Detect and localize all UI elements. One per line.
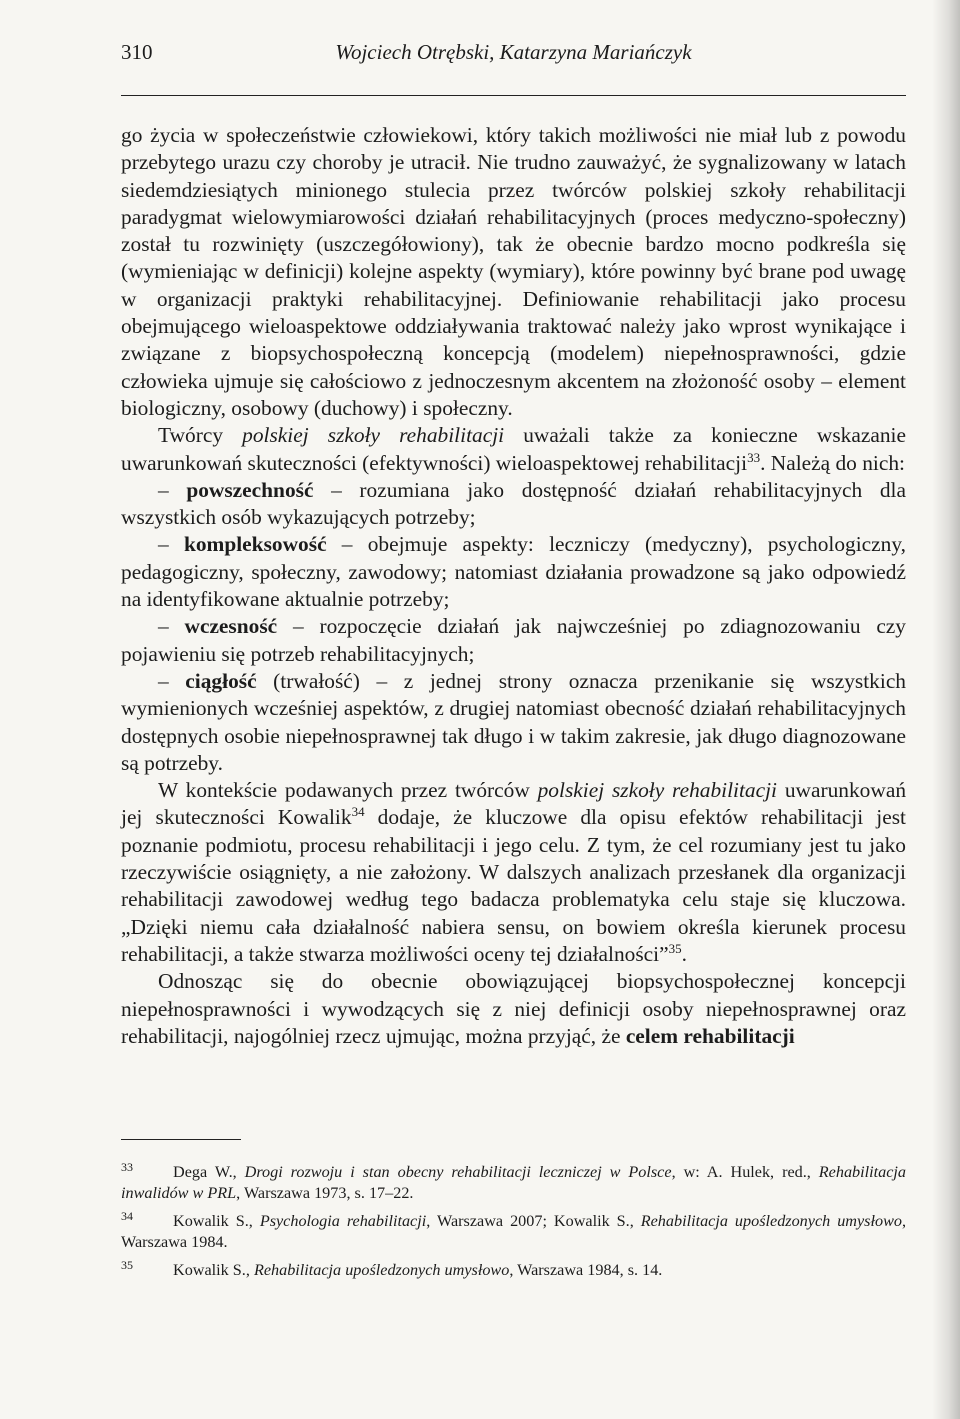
text-run: – <box>158 477 187 502</box>
text-run: – obejmuje aspekty: leczniczy (medyczny), psychologiczny, pedagogiczny, społeczny, zawodowy; natomiast działania prowadzone są jako odpowiedź na identyfikowane aktualnie potrzeby; <box>121 532 907 612</box>
bold-term: powszechność <box>186 477 314 502</box>
page-number: 310 <box>121 40 153 64</box>
paragraph <box>121 777 906 968</box>
text-run: Twórcy <box>158 423 243 448</box>
bold-term: wczesność <box>184 614 278 639</box>
bold-term: kompleksowość <box>183 532 327 557</box>
text-run: Kowalik S., <box>173 1261 254 1280</box>
footnote-number: 34 <box>121 1209 133 1224</box>
italic-text: Rehabilitacja upośledzonych umysłowo <box>253 1261 510 1280</box>
italic-text: polskiej szkoły rehabilitacji <box>537 778 778 803</box>
text-run: go życia w społeczeństwie człowiekowi, który takich możliwości nie miał lub z powodu przebytego urazu czy choroby je utracił. Nie trudno zauważyć, że sygnalizowany w latach siedemdziesiątych minionego stulecia przez twórców polskiej szkoły rehabilitacji paradygmat wielowymiarowości działań rehabilitacyjnych (proces medyczno-społeczny) został tu rozwinięty (uszczegółowiony), tak że obecnie bardzo mocno podkreśla się (wymieniając w definicji) kolejne aspekty (wymiary), które powinny być brane pod uwagę w organizacji praktyki rehabilitacyjnej. Definiowanie rehabilitacji jako procesu obejmującego wieloaspektowe oddziaływania traktować należy jako wprost wynikające i związane z biopsychospołeczną koncepcją (modelem) niepełnosprawności, gdzie człowieka ujmuje się całościowo z jednoczesnym akcentem na złożoność osoby – element biologiczny, osobowy (duchowy) i społeczny. <box>121 123 906 420</box>
text-run: . <box>681 941 687 966</box>
footnote <box>121 1255 906 1281</box>
footnote-separator <box>121 1139 241 1140</box>
bold-term: ciągłość <box>185 668 257 693</box>
italic-text: Rehabilitacja upośledzonych umysłowo <box>640 1212 902 1231</box>
italic-text: Drogi rozwoju i stan obecny rehabilitacji leczniczej w Polsce <box>244 1163 672 1181</box>
paragraph <box>121 122 906 422</box>
text-run: , w: A. Hulek, red., <box>671 1163 819 1181</box>
text-run: (trwałość) – z jednej strony oznacza przenikanie się wszystkich wymienionych wcześniej aspektów, z drugiej natomiast obecność działań rehabilitacyjnych dostępnych osobie niepełnosprawnej tak długo i w takim zakresie, jak długo diagnozowane są potrzeby. <box>121 668 907 775</box>
header-rule <box>121 95 906 96</box>
footnote-number: 33 <box>121 1160 133 1174</box>
paragraph <box>121 668 906 777</box>
paragraph <box>121 531 906 613</box>
text-run: . Należą do nich: <box>760 450 905 475</box>
bold-term: celem rehabilitacji <box>625 1023 795 1048</box>
text-run: , Warszawa 1973, s. 17–22. <box>236 1183 414 1202</box>
footnotes <box>121 1157 906 1284</box>
italic-text: Rehabilitacja inwalidów w PRL <box>121 1163 906 1202</box>
text-run: uwarunkowań jej skuteczności Kowalik <box>121 778 907 830</box>
text-run: uważali także za konieczne wskazanie uwarunkowań skuteczności (efektywności) wieloaspektowej rehabilitacji <box>121 423 906 475</box>
footnote-number: 35 <box>121 1258 133 1273</box>
paragraph <box>121 477 906 532</box>
text-run: , Warszawa 1984. <box>121 1212 907 1251</box>
paragraph <box>121 422 906 477</box>
paragraph <box>121 968 906 1050</box>
text-run: – <box>158 614 185 639</box>
text-run: dodaje, że kluczowe dla opisu efektów rehabilitacji jest poznanie podmiotu, procesu rehabilitacji i jego celu. Z tym, że cel rozumiany jest tu jako rzeczywiście osiągnięty, a nie założony. W dalszych analizach przesłanek dla organizacji rehabilitacji zawodowej według tego badacza problematyka celu staje się kluczowa. „Dzięki niemu cała działalność nabiera sensu, on bowiem określa kierunek procesu rehabilitacji, a także stwarza możliwości oceny tej działalności” <box>121 805 906 966</box>
text-run: , Warszawa 2007; Kowalik S., <box>426 1212 641 1231</box>
text-run: – <box>158 668 186 693</box>
page-header <box>121 40 906 76</box>
text-run: – rozumiana jako dostępność działań rehabilitacyjnych dla wszystkich osób wykazujących potrzeby; <box>121 477 906 530</box>
footnote <box>121 1157 906 1203</box>
footnote <box>121 1206 906 1252</box>
footnote-reference: 35 <box>668 940 682 956</box>
footnote-reference: 34 <box>351 804 365 820</box>
italic-text: Psychologia rehabilitacji <box>259 1212 427 1231</box>
text-run: – <box>158 532 184 557</box>
footnote-reference: 33 <box>747 449 761 465</box>
text-run: W kontekście podawanych przez twórców <box>158 778 538 803</box>
text-run: – rozpoczęcie działań jak najwcześniej po zdiagnozowaniu czy pojawieniu się potrzeb rehabilitacyjnych; <box>121 614 906 666</box>
body-text <box>121 122 906 1050</box>
text-run: Dega W., <box>173 1163 245 1181</box>
text-run: Odnosząc się do obecnie obowiązującej biopsychospołecznej koncepcji niepełnosprawności i wywodzących się z niej definicji osoby niepełnosprawnej oraz rehabilitacji, najogólniej rzecz ujmując, można przyjąć, że <box>121 969 906 1048</box>
page-edge-shadow <box>932 0 960 1419</box>
text-run: , Warszawa 1984, s. 14. <box>509 1261 663 1280</box>
italic-text: polskiej szkoły rehabilitacji <box>242 423 505 448</box>
paragraph <box>121 613 906 668</box>
running-head: Wojciech Otrębski, Katarzyna Mariańczyk <box>335 40 692 64</box>
text-run: Kowalik S., <box>173 1212 260 1231</box>
